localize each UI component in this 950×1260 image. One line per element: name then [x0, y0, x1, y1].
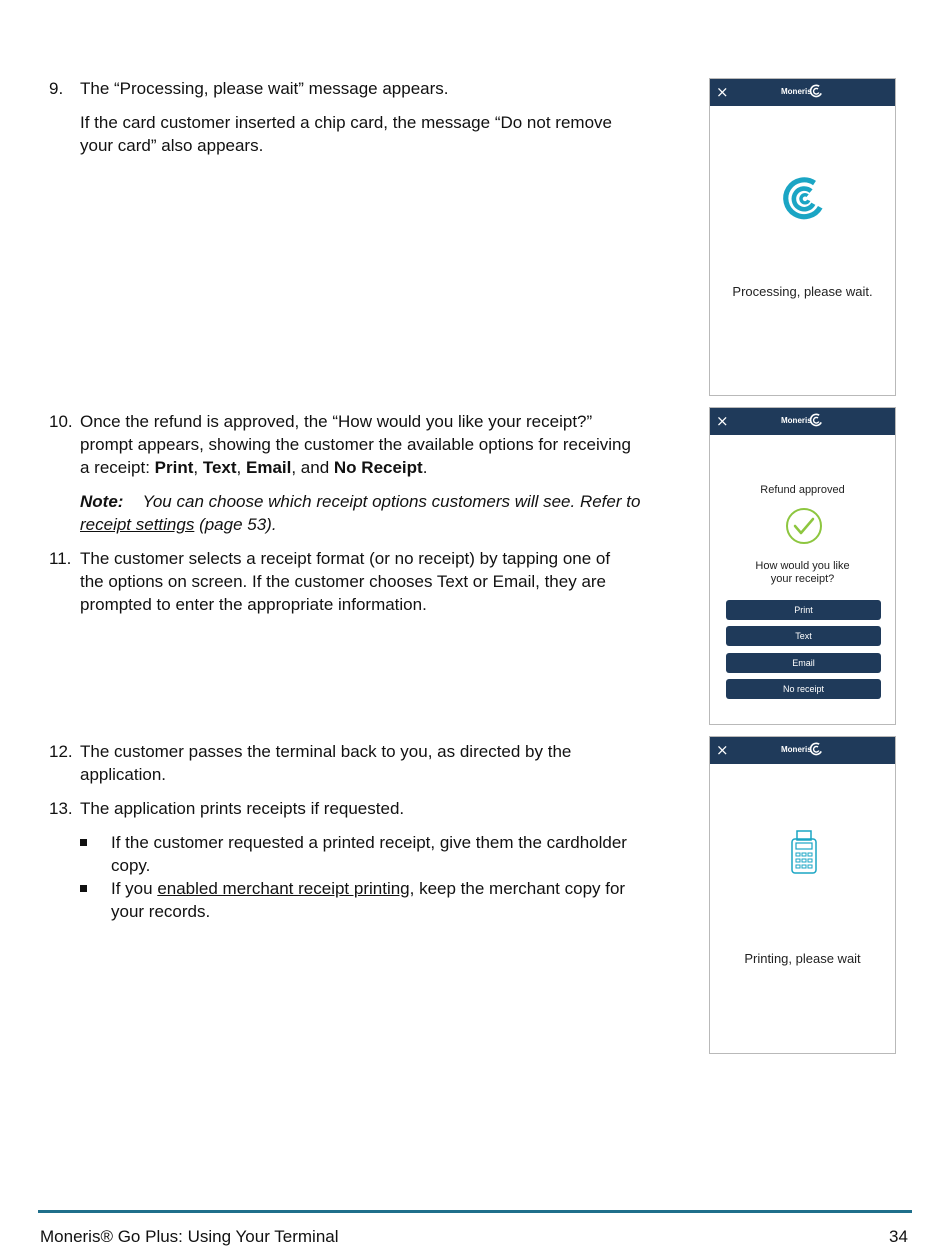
moneris-swirl-icon — [808, 741, 824, 757]
text: . — [422, 458, 428, 477]
note-line — [80, 513, 670, 536]
step-11 — [49, 547, 669, 619]
step-text: The “Processing, please wait” message appears. — [80, 79, 449, 98]
step-9 — [49, 77, 669, 157]
screen-receipt-options — [709, 407, 896, 725]
step-number: 11. — [49, 549, 72, 568]
email-button[interactable]: Email — [726, 653, 881, 673]
step-number: 12. — [49, 742, 73, 761]
receipt-question — [710, 560, 895, 586]
text: , keep the merchant copy for — [409, 879, 626, 898]
text: , — [236, 458, 246, 477]
question-line: your receipt? — [770, 573, 835, 585]
note-label: Note: — [80, 492, 124, 511]
bullet-text: copy. — [111, 856, 151, 875]
step-text — [80, 456, 631, 479]
step-13 — [49, 797, 669, 821]
footer-rule — [38, 1210, 912, 1213]
step-text: your card” also appears. — [80, 136, 264, 155]
screen-printing — [709, 736, 896, 1054]
pos-terminal-icon — [789, 829, 819, 875]
step-text: Once the refund is approved, the “How would you like your receipt?” — [80, 412, 593, 431]
question-line: How would you like — [755, 560, 850, 572]
text: a receipt: — [80, 458, 155, 477]
step-text: prompt appears, showing the customer the available options for receiving — [80, 435, 631, 454]
close-icon[interactable]: × — [716, 83, 729, 101]
merchant-receipt-printing-link[interactable]: enabled merchant receipt printing — [157, 879, 410, 898]
moneris-swirl-icon — [808, 412, 824, 428]
no-receipt-button[interactable]: No receipt — [726, 679, 881, 699]
bullet-marker — [80, 885, 87, 892]
moneris-swirl-icon — [808, 83, 824, 99]
step-text: The customer passes the terminal back to you, as directed by the — [80, 742, 572, 761]
bullet-marker — [80, 839, 87, 846]
page-number: 34 — [889, 1227, 908, 1246]
close-icon[interactable]: × — [716, 412, 729, 430]
printing-message: Printing, please wait — [744, 951, 861, 966]
processing-message: Processing, please wait. — [732, 284, 873, 299]
text: , and — [291, 458, 334, 477]
check-circle-icon — [785, 507, 823, 545]
moneris-swirl-icon — [780, 175, 826, 221]
option-print: Print — [154, 458, 194, 477]
step-text: application. — [80, 765, 167, 784]
header-bar — [710, 79, 895, 106]
bullet-item — [80, 877, 670, 923]
step-number: 10. — [49, 412, 73, 431]
step-number: 9. — [49, 79, 64, 98]
option-email: Email — [246, 458, 292, 477]
header-bar — [710, 408, 895, 435]
close-icon[interactable]: × — [716, 741, 729, 759]
option-text: Text — [202, 458, 237, 477]
bullet-text: If the customer requested a printed receipt, give them the cardholder — [111, 833, 627, 852]
step-number: 13. — [49, 799, 73, 818]
footer-title: Moneris® Go Plus: Using Your Terminal — [40, 1227, 339, 1246]
step-12 — [49, 740, 669, 788]
step-text: If the card customer inserted a chip card, the message “Do not remove — [80, 113, 612, 132]
note — [80, 490, 670, 536]
note-text: (page 53). — [194, 515, 277, 534]
bullet-text: your records. — [111, 902, 211, 921]
step-10 — [49, 410, 669, 482]
brand-logo-text: Moneris — [781, 745, 812, 754]
note-line — [80, 490, 670, 513]
receipt-settings-link[interactable]: receipt settings — [80, 515, 195, 534]
bullet-item — [80, 831, 670, 877]
note-text: You can choose which receipt options customers will see. Refer to — [142, 492, 641, 511]
text: , — [193, 458, 203, 477]
print-button[interactable]: Print — [726, 600, 881, 620]
text: If you — [111, 879, 158, 898]
step-text: The customer selects a receipt format (or no receipt) by tapping one of — [80, 549, 611, 568]
text-button[interactable]: Text — [726, 626, 881, 646]
refund-status: Refund approved — [760, 484, 845, 496]
bullet-text — [111, 877, 625, 900]
option-no-receipt: No Receipt — [333, 458, 423, 477]
step-text: prompted to enter the appropriate information. — [80, 595, 427, 614]
step-text: The application prints receipts if requested. — [80, 799, 405, 818]
brand-logo-text: Moneris — [781, 416, 812, 425]
screen-processing — [709, 78, 896, 396]
header-bar — [710, 737, 895, 764]
brand-logo-text: Moneris — [781, 87, 812, 96]
step-text: the options on screen. If the customer chooses Text or Email, they are — [80, 572, 607, 591]
